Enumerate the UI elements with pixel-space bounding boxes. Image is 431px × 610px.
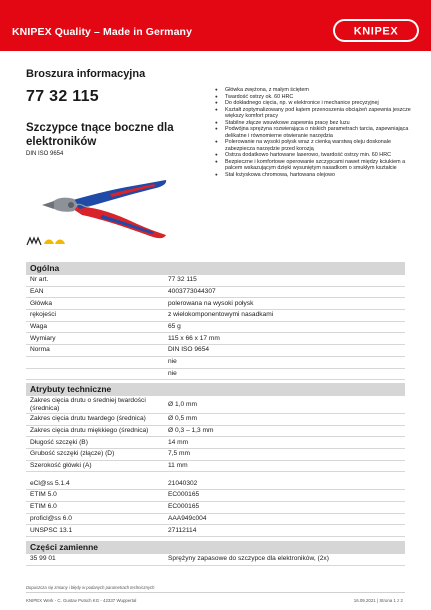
feature-item: ● Kształt zoptymalizowany pod kątem przenoszenia obciążeń zapewnia jeszcze większy komfort pracy [215, 107, 415, 120]
general-spec-table [26, 275, 405, 380]
spec-label: Norma [30, 346, 50, 354]
spare-part-description: Sprężyny zapasowe do szczypce dla elektroników, (2x) [168, 555, 329, 563]
footer-date-page: 16.09.2021 | Strona 1 z 2 [353, 598, 403, 603]
spec-value: polerowana na wysoki połysk [168, 299, 254, 307]
product-name: Szczypce tnące boczne dla elektroników [26, 122, 174, 148]
table-row [26, 357, 405, 369]
article-number-heading: 77 32 115 [26, 88, 99, 105]
brand-header-bar [0, 0, 431, 51]
spec-label: eCl@ss 5.1.4 [30, 479, 70, 487]
spec-value: Ø 0,3 – 1,3 mm [168, 427, 214, 435]
footer-company: KNIPEX Werk - C. Gustav Putsch KG - 42337 Wuppertal [26, 598, 137, 603]
spec-value: nie [168, 369, 177, 377]
spec-label: Nr art. [30, 276, 49, 284]
spec-label: Waga [30, 323, 47, 331]
spec-label: Grubość szczęki (złącze) (D) [30, 450, 115, 458]
table-row [26, 478, 405, 490]
disclaimer-text: Dopuszcza się zmiany i błędy w podanych parametrach technicznych [26, 585, 155, 590]
spec-label: Zakres cięcia drutu o średniej twardości (średnica) [30, 396, 146, 412]
feature-item: ● Polerowanie na wysoki połysk wraz z cienką warstwą oleju doskonale zabezpiecza narzędzie przed korozją [215, 139, 415, 152]
spec-label: Szerokość główki (A) [30, 462, 92, 470]
spec-value: 77 32 115 [168, 276, 197, 284]
svg-text:KNIPEX: KNIPEX [353, 25, 399, 38]
spec-value: 11 mm [168, 462, 188, 470]
spec-label: Wymiary [30, 334, 56, 342]
table-row [26, 514, 405, 526]
spec-value: 21040302 [168, 479, 198, 487]
spare-part-number: 35 99 01 [30, 555, 56, 563]
feature-item: ● Główka zwężona, z małym ściętem [215, 87, 415, 94]
footer-divider [26, 592, 405, 593]
spec-value: 65 g [168, 323, 181, 331]
spec-value: EC000165 [168, 491, 200, 499]
spec-label: Długość szczęki (B) [30, 438, 88, 446]
spec-label: proficl@ss 6.0 [30, 514, 72, 522]
knipex-logo [332, 18, 420, 43]
spec-label: rękojeści [30, 311, 57, 319]
feature-item: ● Stal łożyskowa chromowa, hartowana olejowo [215, 172, 415, 179]
table-row [26, 490, 405, 502]
feature-item: ● Podwójna sprężyna rozwierająca o niskich parametrach tarcia, zapewniająca delikatne i równomierne otwieranie narzędzia [215, 126, 415, 139]
spec-label: EAN [30, 288, 44, 296]
table-row [26, 502, 405, 514]
spec-label: ETIM 6.0 [30, 503, 57, 511]
feature-item: ● Twardość ostrzy ok. 60 HRC [215, 94, 415, 101]
table-row [26, 461, 405, 473]
spec-label: Główka [30, 299, 52, 307]
pliers-product-image [40, 165, 170, 245]
section-header-technical: Atrybuty techniczne [26, 383, 405, 396]
spec-value: DIN ISO 9654 [168, 346, 210, 354]
table-row [26, 525, 405, 537]
spec-label: ETIM 5.0 [30, 491, 57, 499]
table-row [26, 396, 405, 414]
spec-value: 7,5 mm [168, 450, 190, 458]
table-row [26, 310, 405, 322]
spec-value: 14 mm [168, 438, 189, 446]
table-row [26, 275, 405, 287]
feature-list [215, 87, 415, 178]
table-row [26, 414, 405, 426]
spec-value: Ø 0,5 mm [168, 415, 197, 423]
table-row [26, 426, 405, 438]
section-header-general: Ogólna [26, 262, 405, 275]
document-type-title: Broszura informacyjna [26, 68, 146, 80]
spare-parts-table [26, 554, 405, 566]
table-row [26, 369, 405, 381]
technical-spec-table [26, 396, 405, 537]
section-header-spare-parts: Części zamienne [26, 541, 405, 554]
spec-value: AAA949c004 [168, 514, 207, 522]
feature-item: ● Ostrza dodatkowo hartowane laserowo, twardość ostrzy min. 60 HRC [215, 152, 415, 159]
feature-item: ● Stabilne złącze wsuwkowe zapewnia pracę bez luzu [215, 120, 415, 127]
spec-label: Zakres cięcia drutu twardego (średnica) [30, 415, 146, 423]
product-standard: DIN ISO 9654 [26, 151, 64, 157]
spec-value: EC000165 [168, 503, 200, 511]
spec-value: z wielokomponentowymi nasadkami [168, 311, 274, 319]
table-row [26, 554, 405, 566]
spec-value: 27112114 [168, 526, 197, 534]
spec-label: UNSPSC 13.1 [30, 526, 73, 534]
table-row [26, 437, 405, 449]
feature-item: ● Do dokładnego cięcia, np. w elektronice i mechanice precyzyjnej [215, 100, 415, 107]
spec-value: 4003773044307 [168, 288, 216, 296]
table-row [26, 322, 405, 334]
table-row [26, 345, 405, 357]
feature-item: ● Bezpieczne i komfortowe operowanie szczypcami nawet między kciukiem a palcem wskazującym dzięki wysuniętym nasadkom o smukłym kształcie [215, 159, 415, 172]
table-row [26, 449, 405, 461]
spec-label: Zakres cięcia drutu miękkiego (średnica) [30, 427, 149, 435]
table-row [26, 287, 405, 299]
spec-value: Ø 1,0 mm [168, 400, 197, 408]
spec-value: nie [168, 358, 177, 366]
brand-tagline: KNIPEX Quality – Made in Germany [12, 26, 193, 38]
spec-value: 115 x 66 x 17 mm [168, 334, 220, 342]
table-row [26, 333, 405, 345]
quality-marks-icon [26, 235, 66, 247]
table-row [26, 298, 405, 310]
